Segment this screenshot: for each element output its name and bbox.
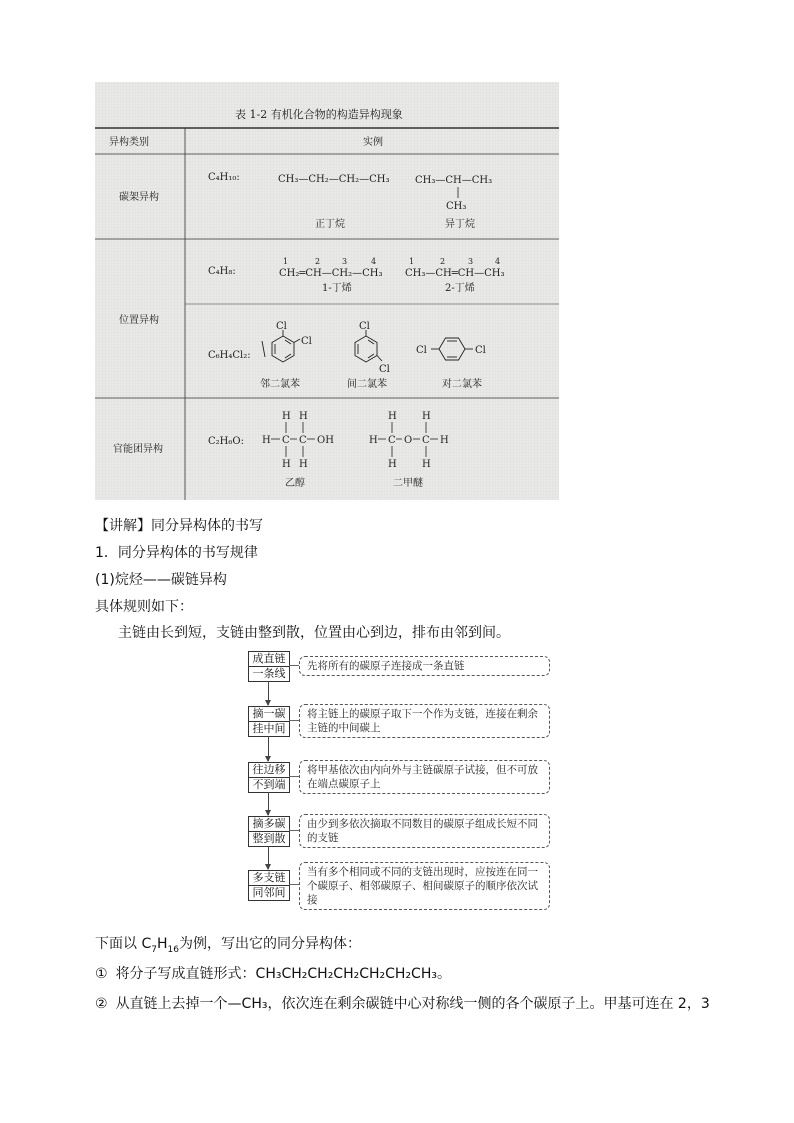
- subheading-rules: 1．同分异构体的书写规律: [95, 545, 258, 561]
- ethanol-h-bot1: H: [282, 459, 291, 470]
- butene2-num-3: 3: [468, 257, 474, 266]
- ortho-cl-top: Cl: [276, 321, 287, 332]
- ethanol-h-top2: H: [299, 411, 308, 422]
- example-step-2: [95, 993, 710, 1013]
- step-2-text: 从直链上去掉一个—CH₃，依次连在剩余碳链中心对称线一侧的各个碳原子上。甲基可连在 2，3: [115, 996, 710, 1012]
- ortho-cl-side: Cl: [301, 336, 312, 347]
- name-para: 对二氯苯: [442, 379, 482, 390]
- ether-o: O: [404, 435, 413, 446]
- butene1-num-2: 2: [315, 257, 321, 266]
- flow-arrow-1: [268, 681, 269, 705]
- category-position: 位置异构: [119, 315, 159, 326]
- flow-step-4-box: [248, 816, 290, 847]
- butene2-num-2: 2: [440, 257, 446, 266]
- flow-step-5-l2: 同邻间: [249, 885, 289, 900]
- example-step-1: [95, 963, 451, 983]
- name-ethanol: 乙醇: [285, 478, 305, 489]
- formula-c4h8: C₄H₈:: [208, 266, 236, 277]
- category-carbon: 碳架异构: [119, 192, 159, 203]
- flow-arrow-3: [268, 792, 269, 815]
- meta-dichlorobenzene-ring: [355, 330, 382, 362]
- ethanol-oh: OH: [317, 435, 334, 446]
- category-functional: 官能团异构: [113, 444, 163, 455]
- step-1-text: 将分子写成直链形式：CH₃CH₂CH₂CH₂CH₂CH₂CH₃。: [115, 966, 451, 982]
- ethanol-h-top1: H: [282, 411, 291, 422]
- flow-step-2-desc: 将主链上的碳原子取下一个作为支链，连接在剩余主链的中间碳上: [299, 704, 550, 738]
- butene2-structure: CH₃—CH═CH—CH₃: [405, 268, 505, 279]
- ether-h-bot1: H: [388, 459, 397, 470]
- flow-step-3-l2: 不到端: [249, 777, 289, 792]
- ethanol-h-bot2: H: [299, 459, 308, 470]
- ether-c2: C: [422, 435, 430, 446]
- flow-step-2-l2: 挂中间: [249, 721, 289, 736]
- formula-c2h6o: C₂H₆O:: [208, 436, 244, 447]
- ortho-dichlorobenzene-ring: [262, 330, 300, 362]
- butene1-num-3: 3: [342, 257, 348, 266]
- flow-step-5-desc: 当有多个相同或不同的支链出现时，应按连在同一个碳原子、相邻碳原子、相间碳原子的顺序依次试接: [299, 862, 550, 910]
- subheading-alkane: (1)烷烃——碳链异构: [95, 572, 227, 588]
- header-type: 异构类别: [109, 137, 149, 148]
- butane-structure: CH₃—CH₂—CH₂—CH₃: [278, 174, 390, 185]
- flow-step-2-l1: 摘一碳: [252, 707, 286, 720]
- para-dichlorobenzene-ring: [431, 338, 473, 360]
- para-cl-right: Cl: [475, 345, 486, 356]
- butene1-num-1: 1: [283, 257, 289, 266]
- section-heading: 【讲解】同分异构体的书写: [95, 518, 263, 534]
- isobutane-structure: CH₃—CH—CH₃: [415, 175, 493, 186]
- name-2-butene: 2-丁烯: [445, 283, 475, 294]
- ether-h-right: H: [440, 435, 449, 446]
- flow-step-5-l1: 多支链: [252, 871, 286, 884]
- meta-cl-bottom: Cl: [379, 364, 390, 375]
- formula-c6h4cl2: C₆H₄Cl₂:: [208, 350, 251, 361]
- header-example: 实例: [363, 137, 383, 148]
- flow-step-1-desc: 先将所有的碳原子连接成一条直链: [299, 656, 550, 676]
- name-1-butene: 1-丁烯: [322, 283, 352, 294]
- ethanol-c2: C: [299, 435, 307, 446]
- ether-h-top2: H: [422, 411, 431, 422]
- name-butane: 正丁烷: [315, 219, 345, 230]
- para-cl-left: Cl: [416, 345, 427, 356]
- ether-h-left: H: [369, 435, 378, 446]
- flow-step-3-l1: 往边移: [252, 763, 286, 776]
- rule-summary: 主链由长到短，支链由整到散，位置由心到边，排布由邻到间。: [118, 625, 510, 641]
- flow-step-3-desc: 将甲基依次由内向外与主链碳原子试接，但不可放在端点碳原子上: [299, 760, 550, 794]
- isomer-table-scan: [95, 82, 559, 500]
- butene1-structure: CH₂═CH—CH₂—CH₃: [279, 268, 383, 279]
- name-ortho: 邻二氯苯: [260, 379, 300, 390]
- flow-step-4-l1: 摘多碳: [252, 817, 286, 830]
- ether-h-top1: H: [388, 411, 397, 422]
- name-dimethyl-ether: 二甲醚: [393, 478, 423, 489]
- flow-arrow-4: [268, 846, 269, 869]
- ether-c1: C: [388, 435, 396, 446]
- table-caption: 表 1-2 有机化合物的构造异构现象: [235, 108, 403, 121]
- butene1-num-4: 4: [371, 257, 377, 266]
- flow-step-1-box: [248, 651, 290, 682]
- flow-step-1-l1: 成直链: [252, 652, 286, 665]
- butene2-num-1: 1: [409, 257, 415, 266]
- isomer-writing-flowchart: [248, 651, 550, 913]
- flow-step-4-l2: 整到散: [249, 831, 289, 846]
- butene2-num-4: 4: [495, 257, 501, 266]
- ethanol-c1: C: [282, 435, 290, 446]
- name-isobutane: 异丁烷: [445, 219, 475, 230]
- flow-step-1-l2: 一条线: [249, 666, 289, 681]
- step-2-number: ②: [95, 996, 108, 1012]
- flow-arrow-2: [268, 736, 269, 761]
- example-intro: 下面以 $C_7H_{16}$为例，写出它的同分异构体：: [95, 936, 361, 955]
- flow-step-4-desc: 由少到多依次摘取不同数目的碳原子组成长短不同的支链: [299, 814, 550, 848]
- flow-step-2-box: [248, 706, 290, 737]
- meta-cl-top: Cl: [359, 321, 370, 332]
- rules-intro: 具体规则如下：: [95, 599, 193, 615]
- ether-h-bot2: H: [422, 459, 431, 470]
- isobutane-branch: CH₃: [446, 201, 467, 212]
- name-meta: 间二氯苯: [347, 379, 387, 390]
- formula-c4h10: C₄H₁₀:: [208, 172, 240, 183]
- ethanol-h-left: H: [262, 435, 271, 446]
- flow-step-3-box: [248, 762, 290, 793]
- step-1-number: ①: [95, 966, 108, 982]
- flow-step-5-box: [248, 870, 290, 901]
